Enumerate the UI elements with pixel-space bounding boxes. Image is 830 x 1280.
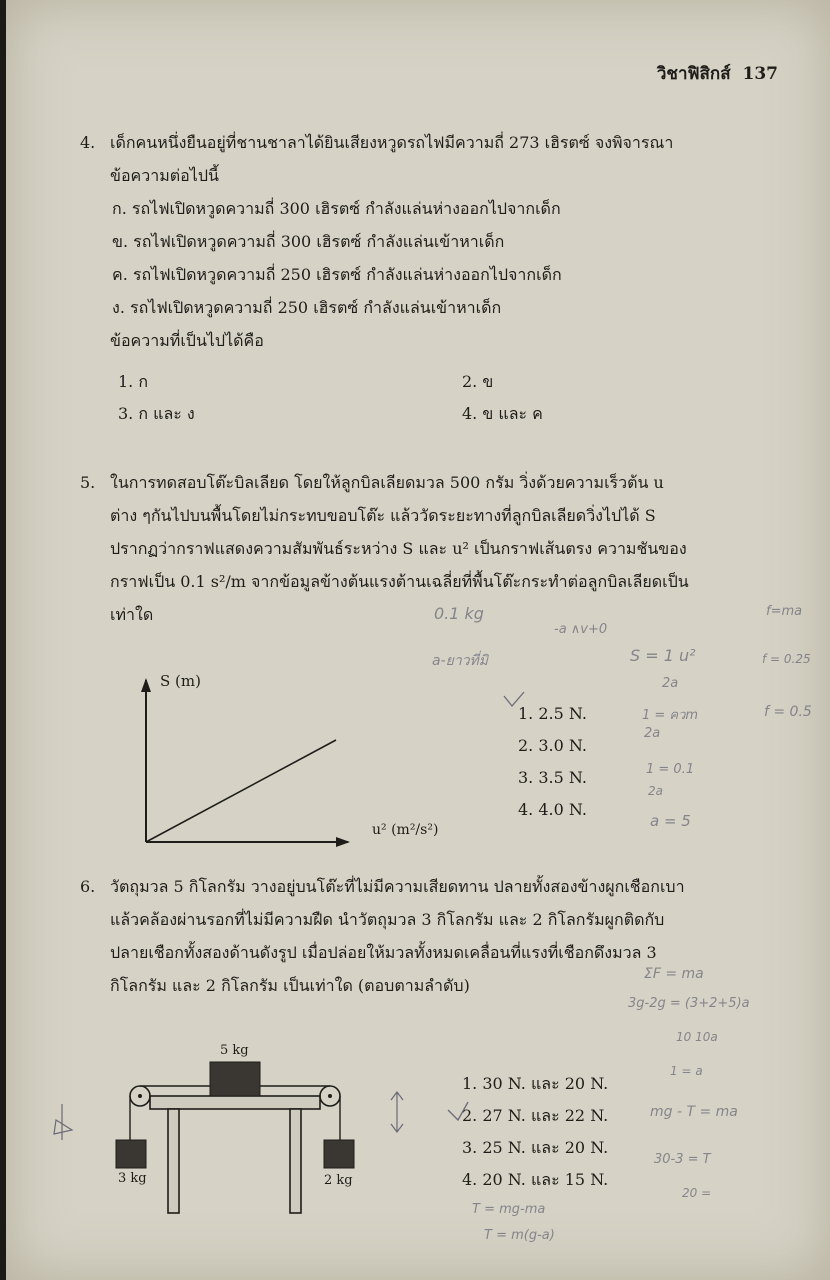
question-stem-line: กิโลกรัม และ 2 กิโลกรัม เป็นเท่าใด (ตอบตามลำดับ) <box>110 976 470 995</box>
handwritten-note: 0.1 kg <box>434 604 484 623</box>
mass-label: 5 kg <box>220 1043 249 1058</box>
handwritten-note: 2a <box>648 784 663 798</box>
choice-2: 2. ข <box>462 372 494 391</box>
y-axis-arrow-icon <box>141 678 151 692</box>
question-number: 6. <box>80 877 96 896</box>
question-stem-line: แล้วคล้องผ่านรอกที่ไม่มีความฝืด นำวัตถุมวล 3 กิโลกรัม และ 2 กิโลกรัมผูกติดกับ <box>110 910 665 929</box>
x-axis-arrow-icon <box>336 837 350 847</box>
handwritten-note: 10 10a <box>676 1030 718 1044</box>
question-number: 5. <box>80 473 96 492</box>
handwritten-note: -a ∧v+0 <box>554 622 608 637</box>
question-stem-line: กราฟเป็น 0.1 s²/m จากข้อมูลข้างต้นแรงต้านเฉลี่ยที่พื้นโต๊ะกระทำต่อลูกบิลเลียดเป็น <box>110 572 689 591</box>
pencil-sketch-icon <box>48 1100 78 1144</box>
choice-3: 3. ก และ ง <box>118 404 195 423</box>
mass-block-5kg <box>210 1062 260 1096</box>
choice-2: 2. 27 N. และ 22 N. <box>462 1106 609 1125</box>
graph-line <box>146 740 336 842</box>
question-prompt: ข้อความที่เป็นไปได้คือ <box>110 331 264 350</box>
handwritten-note: T = mg-ma <box>472 1202 546 1217</box>
choice-1: 1. ก <box>118 372 149 391</box>
y-axis-label: S (m) <box>160 672 201 690</box>
question-6 <box>80 870 685 1002</box>
handwritten-note: mg - T = ma <box>650 1104 738 1120</box>
page-header <box>657 60 778 87</box>
question-stem-line: ปลายเชือกทั้งสองด้านดังรูป เมื่อปล่อยให้มวลทั้งหมดเคลื่อนที่แรงที่เชือกดึงมวล 3 <box>110 943 657 962</box>
x-axis-label: u² (m²/s²) <box>372 822 439 838</box>
mass-block-3kg <box>116 1140 146 1168</box>
handwritten-note: a-ยาวที่มิ <box>432 653 489 669</box>
handwritten-note: f=ma <box>766 604 803 619</box>
table-leg <box>290 1109 301 1213</box>
s-vs-u2-graph <box>126 660 396 860</box>
mass-label: 2 kg <box>324 1173 353 1188</box>
question-stem-line: ในการทดสอบโต๊ะบิลเลียด โดยให้ลูกบิลเลียดมวล 500 กรัม วิ่งด้วยความเร็วต้น u <box>110 473 664 492</box>
mass-label: 3 kg <box>118 1171 147 1186</box>
question-5 <box>80 466 689 631</box>
question-stem-line: เด็กคนหนึ่งยืนอยู่ที่ชานชาลาได้ยินเสียงหวูดรถไฟมีความถี่ 273 เฮิรตซ์ จงพิจารณา <box>110 133 674 152</box>
handwritten-note: 1 = ควm <box>642 708 699 723</box>
handwritten-note: 20 = <box>682 1186 712 1200</box>
choice-1: 1. 30 N. และ 20 N. <box>462 1074 609 1093</box>
handwritten-note: 1 = a <box>670 1064 703 1078</box>
check-mark-icon <box>446 1100 470 1124</box>
handwritten-note: 3g-2g = (3+2+5)a <box>628 996 750 1011</box>
choice-2: 2. 3.0 N. <box>518 736 587 755</box>
handwritten-note: f = 0.25 <box>762 652 811 666</box>
statement: ค. รถไฟเปิดหวูดความถี่ 250 เฮิรตซ์ กำลังแล่นห่างออกไปจากเด็ก <box>112 265 562 284</box>
handwritten-note: f = 0.5 <box>764 704 812 720</box>
statement: ก. รถไฟเปิดหวูดความถี่ 300 เฮิรตซ์ กำลังแล่นห่างออกไปจากเด็ก <box>112 199 561 218</box>
question-stem-line: ปรากฏว่ากราฟแสดงความสัมพันธ์ระหว่าง S และ u² เป็นกราฟเส้นตรง ความชันของ <box>110 539 687 558</box>
question-number: 4. <box>80 133 96 152</box>
page-number: 137 <box>742 64 778 84</box>
handwritten-note: a = 5 <box>650 812 691 830</box>
handwritten-note: ΣF = ma <box>644 966 704 982</box>
statement: ข. รถไฟเปิดหวูดความถี่ 300 เฮิรตซ์ กำลังแล่นเข้าหาเด็ก <box>112 232 505 251</box>
handwritten-note: 30-3 = T <box>654 1152 711 1167</box>
table-leg <box>168 1109 179 1213</box>
choice-4: 4. ข และ ค <box>462 404 543 423</box>
question-stem-line: ต่าง ๆกันไปบนพื้นโดยไม่กระทบขอบโต๊ะ แล้ววัดระยะทางที่ลูกบิลเลียดวิ่งไปได้ S <box>110 506 656 525</box>
question-4 <box>80 126 674 357</box>
choice-4: 4. 20 N. และ 15 N. <box>462 1170 609 1189</box>
statement: ง. รถไฟเปิดหวูดความถี่ 250 เฮิรตซ์ กำลังแล่นเข้าหาเด็ก <box>112 298 502 317</box>
textbook-page <box>6 0 830 1280</box>
question-stem-line: ข้อความต่อไปนี้ <box>110 166 219 185</box>
question-stem-line: วัตถุมวล 5 กิโลกรัม วางอยู่บนโต๊ะที่ไม่มีความเสียดทาน ปลายทั้งสองข้างผูกเชือกเบา <box>110 877 685 896</box>
choice-3: 3. 3.5 N. <box>518 768 587 787</box>
subject-title: วิชาฟิสิกส์ <box>656 64 731 84</box>
handwritten-note: S = 1 u² <box>630 646 696 665</box>
choice-3: 3. 25 N. และ 20 N. <box>462 1138 609 1157</box>
handwritten-note: 2a <box>662 676 679 691</box>
pulley-table-figure <box>106 1036 376 1226</box>
question-stem-line: เท่าใด <box>110 605 154 624</box>
table-top <box>150 1096 320 1109</box>
double-arrow-icon <box>384 1090 410 1134</box>
handwritten-note: 1 = 0.1 <box>646 762 695 777</box>
check-mark-icon <box>502 690 526 710</box>
mass-block-2kg <box>324 1140 354 1168</box>
choice-4: 4. 4.0 N. <box>518 800 587 819</box>
choice-1: 1. 2.5 N. <box>518 704 587 723</box>
pulley-hub <box>138 1094 142 1098</box>
handwritten-note: 2a <box>644 726 661 741</box>
pulley-hub <box>328 1094 332 1098</box>
handwritten-note: T = m(g-a) <box>484 1228 555 1243</box>
